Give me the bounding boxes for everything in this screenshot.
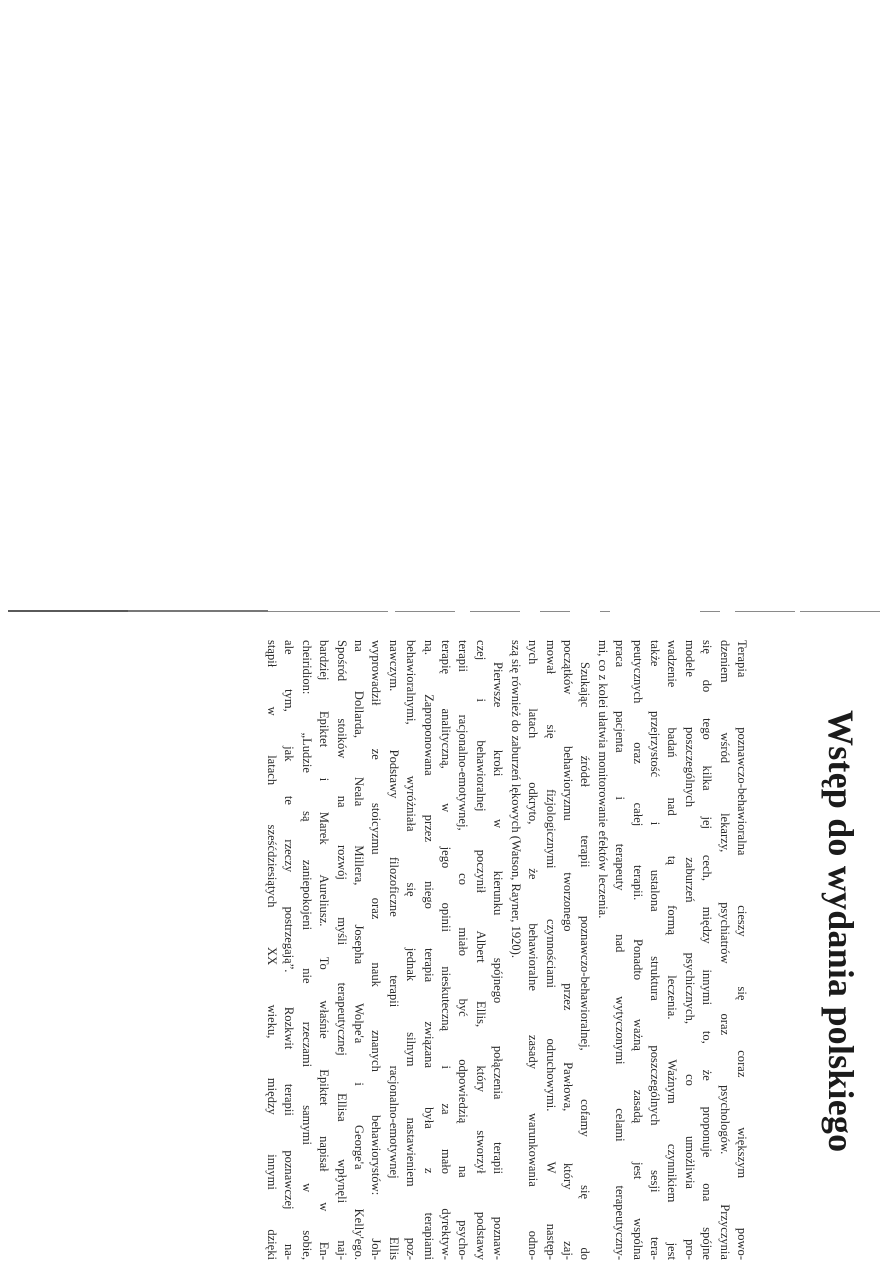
page-title: Wstęp do wydania polskiego [821,710,861,1153]
text-line: terapii racjonalno-emotywnej, co miało być odpowiedzią na psycho- [456,640,471,1260]
text-line: początków behawioryzmu tworzonego przez Pawłowa, który zaj- [560,640,575,1260]
text-line: modele poszczególnych zaburzeń psychicznych, co umożliwia pro- [682,640,697,1260]
text-line: wadzenie badań nad tą formą leczenia. Ważnym czynnikiem jest [665,640,680,1260]
text-line: nawczym. Podstawy filozoficzne terapii racjonalno-emotywnej Ellis [386,640,401,1260]
scan-edge-line [0,607,893,615]
body-text [263,640,750,1260]
text-line: praca pacjenta i terapeuty nad wytyczonymi celami terapeutyczny- [613,640,628,1260]
text-line: bardziej Epiktet i Marek Aureliusz. To właśnie Epiktet napisał w En- [317,640,332,1260]
text-line: Spośród stoików na rozwój myśli terapeutycznej Ellisa wpłynęli naj- [334,640,349,1260]
text-line: dzeniem wśród lekarzy, psychiatrów oraz psychologów. Przyczynia [717,640,732,1260]
paragraph-2 [506,640,593,1260]
text-line: także przejrzystość i ustalona struktura poszczególnych sesji tera- [647,640,662,1260]
text-line: Pierwsze kroki w kierunku spójnego połączenia terapii poznaw- [491,662,506,1260]
text-line: stąpił w latach sześćdziesiątych XX wieku, między innymi dzięki [265,640,280,1260]
text-line: ale tym, jak te rzeczy postrzegają”. Rozkwit terapii poznawczej na- [282,640,297,1260]
text-line: ną. Zaproponowana przez niego terapia związana była z terapiami [421,640,436,1260]
text-line: szą się również do zaburzeń lękowych (Watson, Rayner, 1920). [508,640,523,958]
text-line: behawioralnymi, wyróżniała się jednak silnym nastawieniem poz- [404,640,419,1260]
text-line: peutycznych oraz całej terapii. Ponadto ważną zasadą jest wspólna [630,640,645,1260]
paragraph-1 [593,640,750,1260]
text-line: terapię analityczną, w jego opinii nieskuteczną i za mało dyrektyw- [439,640,454,1260]
text-line: wyprowadził ze stoicyzmu oraz nauk znanych behawiorystów: Joh- [369,640,384,1260]
text-line: cheiridion: „Ludzie są zaniepokojeni nie rzeczami samymi w sobie, [299,640,314,1260]
text-line: na Dollarda, Neala Millera, Josepha Wolpe'a i George'a Kelly'ego. [352,640,367,1260]
paragraph-3 [263,640,507,1260]
text-line: czej i behawioralnej poczynił Albert Ellis, który stworzył podstawy [473,640,488,1260]
text-line: Szukając źródeł terapii poznawczo-behawioralnej, cofamy się do [578,662,593,1260]
text-line: mi, co z kolei ułatwia monitorowanie efektów leczenia. [595,640,610,919]
rotated-page [265,640,861,1260]
text-line: się do tego kilka jej cech, między innymi to, że proponuje ona spójne [700,640,715,1260]
text-line: mował się fizjologicznymi czynnościami odruchowymi. W następ- [543,640,558,1260]
text-line: nych latach odkryto, że behawioralne zasady warunkowania odno- [526,640,541,1260]
text-line: Terapia poznawczo-behawioralna cieszy się coraz większym powo- [735,640,749,1260]
